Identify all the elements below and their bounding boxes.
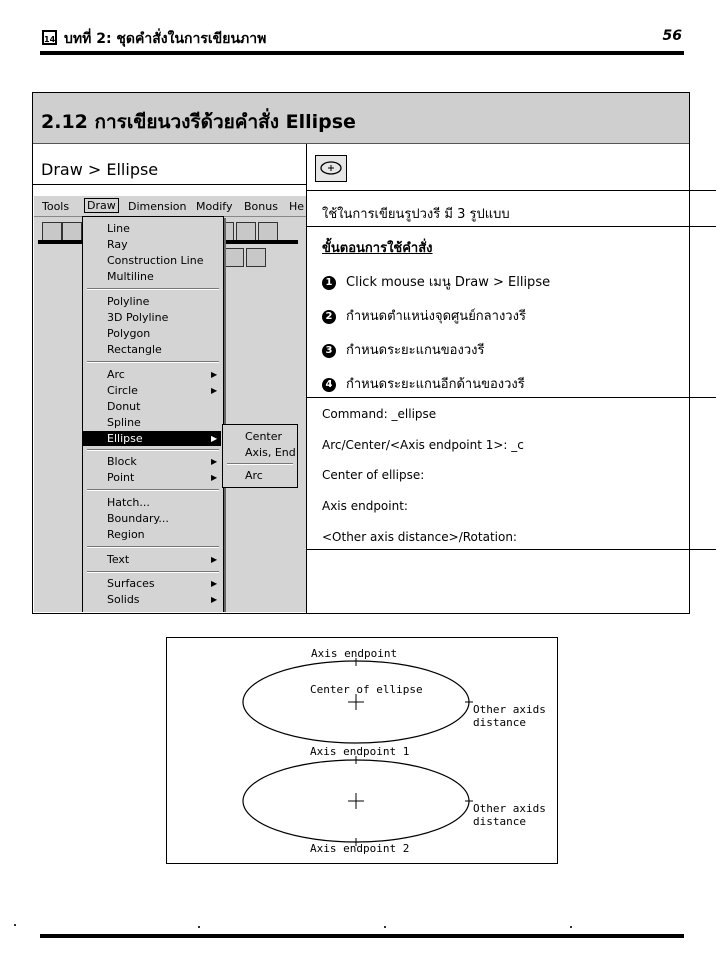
submenu-item-center[interactable]: Center [245,430,283,443]
step-text: กำหนดระยะแกนของวงรี [346,343,485,358]
menu-dimension[interactable]: Dimension [128,200,187,213]
scan-dot [384,926,386,928]
submenu-arrow-icon: ▶ [211,555,218,564]
menu-item-construction-line[interactable]: Construction Line [107,254,204,267]
menu-draw[interactable]: Draw [84,198,119,213]
label-axis-endpoint: Axis endpoint [311,647,398,660]
label-other-axis-distance: distance [473,815,526,828]
menu-separator [87,449,219,451]
menu-item-rectangle[interactable]: Rectangle [107,343,162,356]
menu-modify[interactable]: Modify [196,200,233,213]
menu-item-text[interactable]: Text [107,553,130,566]
header-rule [40,51,684,55]
label-axis-endpoint-1: Axis endpoint 1 [310,745,410,758]
command-line: Center of ellipse: [322,468,425,482]
menu-separator [87,288,219,290]
section-title: 2.12 การเขียนวงรีด้วยคำสั่ง Ellipse [41,111,356,133]
step-number: 2 [322,310,336,324]
draw-menu-dropdown [82,216,224,612]
submenu-item-axis-end[interactable]: Axis, End [245,446,296,459]
menu-item-spline[interactable]: Spline [107,416,141,429]
page-header [42,28,682,52]
menu-screenshot [34,196,306,612]
submenu-arrow-icon: ▶ [211,386,218,395]
toolbar-button[interactable] [42,222,62,241]
menu-item-polyline[interactable]: Polyline [107,295,150,308]
submenu-arrow-icon: ▶ [211,370,218,379]
menu-item-polygon[interactable]: Polygon [107,327,151,340]
chapter-icon: 14 [42,30,57,45]
scan-dot [198,926,200,928]
toolbar-button[interactable] [224,248,244,267]
menu-item-solids[interactable]: Solids [107,593,140,606]
step-number: 1 [322,276,336,290]
submenu-arrow-icon: ▶ [211,579,218,588]
submenu-arrow-icon: ▶ [211,434,218,443]
label-other-axis: Other axids [473,703,546,716]
page-number: 56 [662,28,682,44]
menu-separator [87,571,219,573]
row-divider [306,549,716,550]
menu-item-region[interactable]: Region [107,528,145,541]
footer-rule [40,934,684,938]
toolbar-button[interactable] [236,222,256,241]
menu-item-circle[interactable]: Circle [107,384,138,397]
submenu-item-arc[interactable]: Arc [245,469,263,482]
step-number: 3 [322,344,336,358]
menu-item-3d-polyline[interactable]: 3D Polyline [107,311,169,324]
ellipse-diagram [166,637,558,864]
row-divider [306,190,716,191]
menu-item-arc[interactable]: Arc [107,368,125,381]
scan-dot [570,926,572,928]
label-other-axis-distance: distance [473,716,526,729]
menu-separator [87,546,219,548]
submenu-arrow-icon: ▶ [211,595,218,604]
menu-tools[interactable]: Tools [42,200,70,213]
step-text: Click mouse เมนู Draw > Ellipse [346,275,551,290]
menu-separator [227,463,293,465]
step-text: กำหนดระยะแกนอีกด้านของวงรี [346,377,525,392]
menu-item-boundary[interactable]: Boundary... [107,512,169,525]
label-axis-endpoint-2: Axis endpoint 2 [310,842,410,855]
column-divider [306,144,307,614]
menu-bonus[interactable]: Bonus [244,200,278,213]
command-path: Draw > Ellipse [41,160,159,179]
ellipse-submenu [222,424,298,488]
menu-item-block[interactable]: Block [107,455,137,468]
menu-item-line[interactable]: Line [107,222,130,235]
menu-item-ellipse[interactable]: Ellipse [83,431,221,446]
step-item [322,271,550,292]
command-line: Command: _ellipse [322,407,437,421]
step-item [322,339,484,360]
menu-item-surfaces[interactable]: Surfaces [107,577,155,590]
toolbar-button[interactable] [246,248,266,267]
command-line: <Other axis distance>/Rotation: [322,530,517,544]
menu-separator [87,489,219,491]
steps-heading: ขั้นตอนการใช้คำสั่ง [322,241,433,256]
step-number: 4 [322,378,336,392]
submenu-arrow-icon: ▶ [211,473,218,482]
menu-item-hatch[interactable]: Hatch... [107,496,150,509]
label-other-axis: Other axids [473,802,546,815]
row-divider [306,397,716,398]
menu-help[interactable]: He [289,200,305,213]
menu-item-donut[interactable]: Donut [107,400,141,413]
step-text: กำหนดตำแหน่งจุดศูนย์กลางวงรี [346,309,526,324]
step-item [322,305,526,326]
row-divider [306,226,716,227]
label-center-of-ellipse: Center of ellipse [310,683,423,696]
ellipse-button[interactable] [315,155,347,182]
menu-bar [34,196,306,217]
menu-item-multiline[interactable]: Multiline [107,270,154,283]
menu-item-ray[interactable]: Ray [107,238,128,251]
submenu-arrow-icon: ▶ [211,457,218,466]
toolbar-button[interactable] [62,222,82,241]
ellipse-icon [316,156,346,181]
step-item [322,373,525,394]
section-title-bar [33,93,689,144]
menu-item-point[interactable]: Point [107,471,135,484]
chapter-title: บทที่ 2: ชุดคำสั่งในการเขียนภาพ [64,31,267,47]
toolbar-button[interactable] [258,222,278,241]
row-divider [33,184,306,185]
scan-dot [14,924,16,926]
description-text: ใช้ในการเขียนรูปวงรี มี 3 รูปแบบ [322,207,510,222]
command-line: Axis endpoint: [322,499,408,513]
command-line: Arc/Center/<Axis endpoint 1>: _c [322,438,524,452]
menu-separator [87,361,219,363]
